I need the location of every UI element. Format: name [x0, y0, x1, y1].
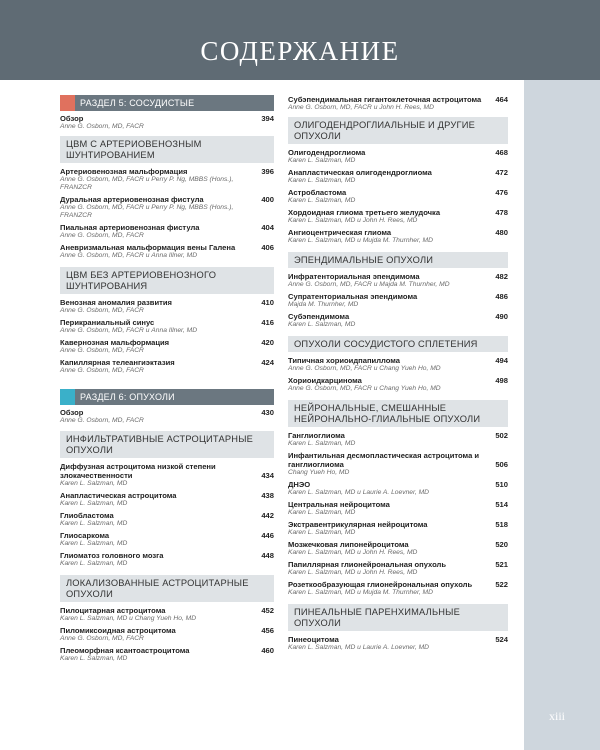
entry-title: Пилоцитарная астроцитома	[60, 606, 166, 615]
section-header: ЦВМ С АРТЕРИОВЕНОЗНЫМ ШУНТИРОВАНИЕМ	[60, 136, 274, 163]
entry-title: Субэпендимома	[288, 312, 350, 321]
entry-page: 464	[495, 95, 508, 104]
entry-authors: Karen L. Salzman, MD и Mujda M. Thurnher, MD	[288, 237, 433, 244]
entry-title: Анапластическая астроцитома	[60, 491, 177, 500]
entry-page: 472	[495, 168, 508, 177]
entry-authors: Karen L. Salzman, MD и John H. Rees, MD	[288, 569, 418, 576]
entry-authors: Anne G. Osborn, MD, FACR и Chang Yueh Ho, MD	[288, 365, 441, 372]
entry-authors: Karen L. Salzman, MD	[288, 157, 356, 164]
entry-title: Пиальная артериовенозная фистула	[60, 223, 200, 232]
entry-title: Глиоматоз головного мозга	[60, 551, 164, 560]
section-header: НЕЙРОНАЛЬНЫЕ, СМЕШАННЫЕ НЕЙРОНАЛЬНО-ГЛИАЛЬНЫЕ ОПУХОЛИ	[288, 400, 508, 427]
section-header: ЦВМ БЕЗ АРТЕРИОВЕНОЗНОГО ШУНТИРОВАНИЯ	[60, 267, 274, 294]
entry-page: 424	[261, 358, 274, 367]
entry-authors: Anne G. Osborn, MD, FACR	[60, 417, 144, 424]
entry-title: Инфратенториальная эпендимома	[288, 272, 420, 281]
entry-page: 521	[495, 560, 508, 569]
entry-title: Олигодендроглиома	[288, 148, 366, 157]
toc-entry[interactable]	[60, 531, 274, 548]
entry-title: Ангиоцентрическая глиома	[288, 228, 392, 237]
toc-entry[interactable]	[288, 168, 508, 185]
section-header: ОПУХОЛИ СОСУДИСТОГО СПЛЕТЕНИЯ	[288, 336, 508, 352]
entry-authors: Karen L. Salzman, MD	[60, 500, 128, 507]
entry-page: 494	[495, 356, 508, 365]
header-bar	[0, 0, 600, 80]
toc-entry[interactable]	[288, 228, 508, 245]
entry-page: 460	[261, 646, 274, 655]
entry-authors: Chang Yueh Ho, MD	[288, 469, 350, 476]
entry-authors: Anne G. Osborn, MD, FACR	[60, 123, 144, 130]
entry-title: Капиллярная телеангиэктазия	[60, 358, 175, 367]
entry-authors: Karen L. Salzman, MD	[288, 529, 356, 536]
toc-entry[interactable]	[60, 511, 274, 528]
entry-authors: Anne G. Osborn, MD, FACR и John H. Rees, MD	[288, 104, 434, 111]
toc-entry[interactable]	[60, 114, 274, 131]
entry-title: Папиллярная глионейрональная опухоль	[288, 560, 447, 569]
toc-entry[interactable]	[288, 540, 508, 557]
page-title: СОДЕРЖАНИЕ	[200, 36, 400, 66]
entry-title: Дуральная артериовенозная фистула	[60, 195, 204, 204]
toc-entry[interactable]	[288, 580, 508, 597]
entry-page: 520	[495, 540, 508, 549]
entry-page: 514	[495, 500, 508, 509]
entry-page: 498	[495, 376, 508, 385]
toc-entry[interactable]	[288, 292, 508, 309]
entry-title: Венозная аномалия развития	[60, 298, 172, 307]
entry-title: Ганглиоглиома	[288, 431, 345, 440]
toc-entry[interactable]	[288, 480, 508, 497]
entry-page: 510	[495, 480, 508, 489]
entry-title: ДНЭО	[288, 480, 311, 489]
part-header	[60, 389, 274, 405]
entry-authors: Anne G. Osborn, MD, FACR	[60, 367, 144, 374]
section-header: ЭПЕНДИМАЛЬНЫЕ ОПУХОЛИ	[288, 252, 508, 268]
entry-title: Глиосаркома	[60, 531, 110, 540]
entry-authors: Karen L. Salzman, MD и Chang Yueh Ho, MD	[60, 615, 197, 622]
toc-entry[interactable]	[288, 376, 508, 393]
entry-title: Аневризмальная мальформация вены Галена	[60, 243, 236, 252]
entry-authors: Karen L. Salzman, MD	[60, 560, 128, 567]
entry-authors: Anne G. Osborn, MD, FACR	[60, 232, 144, 239]
entry-title: Типичная хориоидпапиллома	[288, 356, 401, 365]
entry-page: 434	[261, 471, 274, 480]
entry-title: Артериовенозная мальформация	[60, 167, 188, 176]
entry-authors: Anne G. Osborn, MD, FACR и Anna Illner, MD	[60, 252, 198, 259]
entry-title: Кавернозная мальформация	[60, 338, 170, 347]
entry-title: Мозжечковая липонейроцитома	[288, 540, 409, 549]
toc-entry[interactable]	[60, 626, 274, 643]
toc-entry[interactable]	[60, 491, 274, 508]
toc-entry[interactable]	[288, 431, 508, 448]
section-header: ЛОКАЛИЗОВАННЫЕ АСТРОЦИТАРНЫЕ ОПУХОЛИ	[60, 575, 274, 602]
entry-authors: Karen L. Salzman, MD	[288, 177, 356, 184]
toc-entry[interactable]	[60, 318, 274, 335]
entry-title: Пиломиксоидная астроцитома	[60, 626, 176, 635]
toc-entry[interactable]	[60, 243, 274, 260]
entry-title: Инфантильная десмопластическая астроцитома и ганглиоглиома	[288, 451, 480, 469]
toc-entry[interactable]	[288, 520, 508, 537]
entry-page: 456	[261, 626, 274, 635]
toc-right-column	[288, 95, 508, 652]
entry-authors: Karen L. Salzman, MD	[288, 321, 356, 328]
toc-entry[interactable]	[288, 451, 508, 477]
entry-authors: Anne G. Osborn, MD, FACR и Perry P. Ng, MBBS (Hons.), FRANZCR	[60, 176, 234, 191]
entry-page: 420	[261, 338, 274, 347]
entry-page: 430	[261, 408, 274, 417]
toc-entry[interactable]	[60, 298, 274, 315]
entry-title: Перикраниальный синус	[60, 318, 155, 327]
entry-page: 452	[261, 606, 274, 615]
entry-title: Плеоморфная ксантоастроцитома	[60, 646, 190, 655]
entry-page: 446	[261, 531, 274, 540]
toc-entry[interactable]	[288, 356, 508, 373]
toc-entry[interactable]	[288, 188, 508, 205]
entry-title: Хориоидкарцинома	[288, 376, 362, 385]
entry-authors: Karen L. Salzman, MD и Laurie A. Loevner, MD	[288, 489, 429, 496]
entry-title: Обзор	[60, 114, 84, 123]
entry-page: 476	[495, 188, 508, 197]
section-header: ПИНЕАЛЬНЫЕ ПАРЕНХИМАЛЬНЫЕ ОПУХОЛИ	[288, 604, 508, 631]
entry-authors: Anne G. Osborn, MD, FACR и Perry P. Ng, MBBS (Hons.), FRANZCR	[60, 204, 234, 219]
entry-authors: Karen L. Salzman, MD и John H. Rees, MD	[288, 217, 418, 224]
toc-entry[interactable]	[288, 560, 508, 577]
entry-page: 524	[495, 635, 508, 644]
entry-authors: Majda M. Thurnher, MD	[288, 301, 359, 308]
entry-page: 518	[495, 520, 508, 529]
entry-authors: Anne G. Osborn, MD, FACR	[60, 347, 144, 354]
entry-authors: Karen L. Salzman, MD и Mujda M. Thurnher, MD	[288, 589, 433, 596]
entry-title: Пинеоцитома	[288, 635, 339, 644]
entry-page: 486	[495, 292, 508, 301]
entry-title: Центральная нейроцитома	[288, 500, 390, 509]
section-header: ОЛИГОДЕНДРОГЛИАЛЬНЫЕ И ДРУГИЕ ОПУХОЛИ	[288, 117, 508, 144]
entry-authors: Karen L. Salzman, MD	[60, 655, 128, 662]
entry-page: 490	[495, 312, 508, 321]
entry-page: 410	[261, 298, 274, 307]
entry-authors: Karen L. Salzman, MD	[60, 520, 128, 527]
entry-authors: Anne G. Osborn, MD, FACR и Chang Yueh Ho, MD	[288, 385, 441, 392]
toc-entry[interactable]	[288, 208, 508, 225]
toc-entry[interactable]	[60, 462, 274, 488]
entry-title: Астробластома	[288, 188, 347, 197]
entry-authors: Karen L. Salzman, MD и John H. Rees, MD	[288, 549, 418, 556]
entry-page: 400	[261, 195, 274, 204]
entry-page: 438	[261, 491, 274, 500]
toc-left-column	[60, 95, 274, 663]
entry-authors: Anne G. Osborn, MD, FACR и Anna Illner, MD	[60, 327, 198, 334]
entry-title: Субэпендимальная гигантоклеточная астроцитома	[288, 95, 482, 104]
entry-page: 404	[261, 223, 274, 232]
part-label: РАЗДЕЛ 6: ОПУХОЛИ	[80, 392, 175, 402]
part-label: РАЗДЕЛ 5: СОСУДИСТЫЕ МАЛЬФОРМАЦИИ	[80, 98, 195, 124]
toc-entry[interactable]	[288, 635, 508, 652]
toc-entry[interactable]	[60, 551, 274, 568]
toc-entry[interactable]	[60, 167, 274, 192]
entry-authors: Karen L. Salzman, MD	[60, 480, 128, 487]
entry-title: Хордоидная глиома третьего желудочка	[288, 208, 441, 217]
entry-title: Глиобластома	[60, 511, 114, 520]
entry-authors: Karen L. Salzman, MD	[288, 197, 356, 204]
toc-entry[interactable]	[60, 195, 274, 220]
toc-entry[interactable]	[60, 646, 274, 663]
entry-authors: Karen L. Salzman, MD и Laurie A. Loevner, MD	[288, 644, 429, 651]
entry-authors: Karen L. Salzman, MD	[288, 509, 356, 516]
entry-title: Розеткообразующая глионейрональная опухоль	[288, 580, 473, 589]
toc-entry[interactable]	[60, 408, 274, 425]
toc-entry[interactable]	[60, 606, 274, 623]
entry-page: 468	[495, 148, 508, 157]
entry-page: 406	[261, 243, 274, 252]
entry-title: Диффузная астроцитома низкой степени злокачественности	[60, 462, 216, 480]
part-color-marker	[60, 389, 75, 405]
section-header: ИНФИЛЬТРАТИВНЫЕ АСТРОЦИТАРНЫЕ ОПУХОЛИ	[60, 431, 274, 458]
entry-page: 396	[261, 167, 274, 176]
entry-authors: Anne G. Osborn, MD, FACR и Majda M. Thurnher, MD	[288, 281, 450, 288]
toc-entry[interactable]	[60, 223, 274, 240]
toc-entry[interactable]	[60, 338, 274, 355]
toc-entry[interactable]	[288, 272, 508, 289]
entry-page: 448	[261, 551, 274, 560]
entry-page: 394	[261, 114, 274, 123]
entry-title: Обзор	[60, 408, 84, 417]
toc-entry[interactable]	[288, 95, 508, 112]
entry-authors: Karen L. Salzman, MD	[60, 540, 128, 547]
entry-page: 502	[495, 431, 508, 440]
entry-authors: Anne G. Osborn, MD, FACR	[60, 635, 144, 642]
toc-entry[interactable]	[288, 500, 508, 517]
entry-page: 442	[261, 511, 274, 520]
entry-authors: Karen L. Salzman, MD	[288, 440, 356, 447]
entry-authors: Anne G. Osborn, MD, FACR	[60, 307, 144, 314]
entry-page: 478	[495, 208, 508, 217]
toc-entry[interactable]	[288, 148, 508, 165]
entry-page: 506	[495, 460, 508, 469]
entry-title: Супратенториальная эпендимома	[288, 292, 418, 301]
toc-entry[interactable]	[60, 358, 274, 375]
toc-entry[interactable]	[288, 312, 508, 329]
entry-title: Анапластическая олигодендроглиома	[288, 168, 432, 177]
entry-page: 482	[495, 272, 508, 281]
side-band	[524, 80, 600, 750]
entry-page: 522	[495, 580, 508, 589]
entry-page: 416	[261, 318, 274, 327]
part-color-marker	[60, 95, 75, 111]
entry-title: Экстравентрикулярная нейроцитома	[288, 520, 428, 529]
entry-page: 480	[495, 228, 508, 237]
page-number: xiii	[548, 709, 565, 723]
